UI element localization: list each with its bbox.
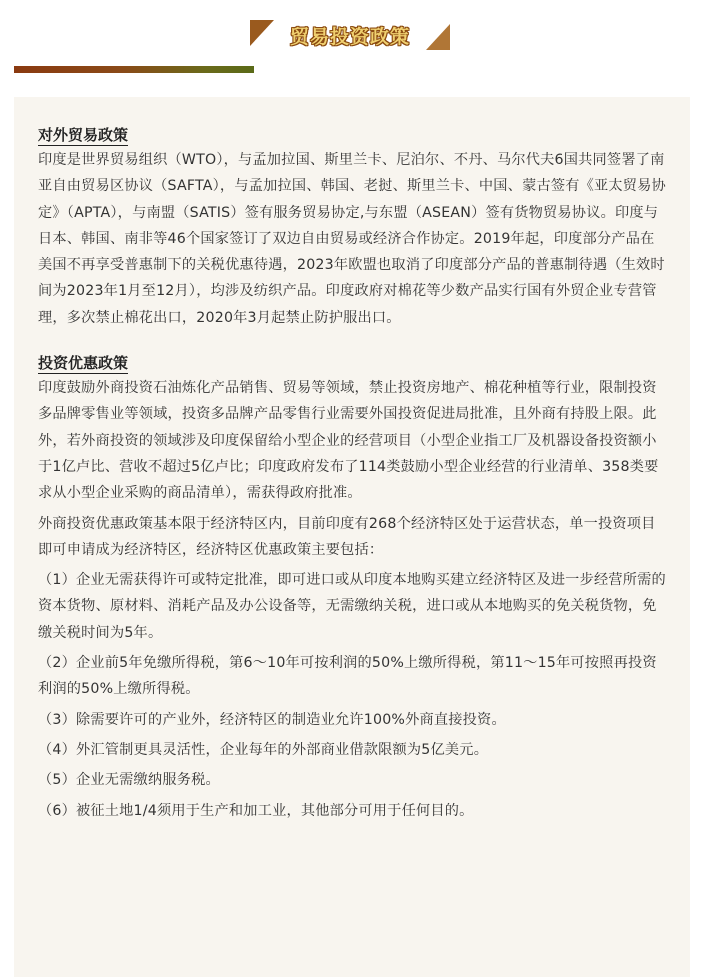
page-title: 贸易投资政策	[289, 26, 410, 48]
section-heading-text: 对外贸易政策	[38, 126, 129, 144]
section-heading	[38, 123, 666, 147]
list-item: （5）企业无需缴纳服务税。	[38, 772, 220, 789]
paragraph: 外商投资优惠政策基本限于经济特区内，目前印度有268个经济特区处于运营状态，单一投资项目即可申请成为经济特区，经济特区优惠政策主要包括：	[38, 515, 656, 558]
right-triangle-ornament	[426, 24, 450, 50]
paragraph: 印度鼓励外商投资石油炼化产品销售、贸易等领域，禁止投资房地产、棉花种植等行业，限制投资多品牌零售业等领域，投资多品牌产品零售行业需要外国投资促进局批准，且外商有持股上限。此外，若外商投资的领域涉及印度保留给小型企业的经营项目（小型企业指工厂及机器设备投资额小于1亿卢比、营收不超过5亿卢比；印度政府发布了114类鼓励小型企业经营的行业清单、358类要求从小型企业采购的商品清单），需获得政府批准。	[38, 380, 659, 502]
title-banner	[250, 18, 450, 52]
list-item: （2）企业前5年免缴所得税，第6～10年可按利润的50%上缴所得税，第11～15年可按照再投资利润的50%上缴所得税。	[38, 655, 657, 698]
trade-policy-section	[38, 123, 666, 331]
list-item: （6）被征土地1/4须用于生产和加工业，其他部分可用于任何目的。	[38, 802, 474, 819]
section-header	[0, 0, 708, 80]
paragraph: 印度是世界贸易组织（WTO），与孟加拉国、斯里兰卡、尼泊尔、不丹、马尔代夫6国共同签署了南亚自由贸易区协议（SAFTA），与孟加拉国、韩国、老挝、斯里兰卡、中国、蒙古签有《亚太贸易协定》（APTA），与南盟（SATIS）签有服务贸易协定,与东盟（ASEAN）签有货物贸易协议。印度与日本、韩国、南非等46个国家签订了双边自由贸易或经济合作协定。2019年起，印度部分产品在美国不再享受普惠制下的关税优惠待遇，2023年欧盟也取消了印度部分产品的普惠制待遇（生效时间为2023年1月至12月），均涉及纺织产品。印度政府对棉花等少数产品实行国有外贸企业专营管理，多次禁止棉花出口，2020年3月起禁止防护服出口。	[38, 152, 666, 326]
section-heading	[38, 351, 666, 375]
list-item: （4）外汇管制更具灵活性，企业每年的外部商业借款限额为5亿美元。	[38, 741, 489, 758]
list-item: （1）企业无需获得许可或特定批准，即可进口或从印度本地购买建立经济特区及进一步经营所需的资本货物、原材料、消耗产品及办公设备等，无需缴纳关税，进口或从本地购买的免关税货物，免缴关税时间为5年。	[38, 572, 666, 641]
header-divider-bar	[14, 66, 254, 73]
section-heading-text: 投资优惠政策	[38, 354, 129, 373]
content-panel	[14, 97, 690, 977]
section-gap	[38, 331, 666, 351]
list-item: （3）除需要许可的产业外，经济特区的制造业允许100%外商直接投资。	[38, 711, 506, 728]
investment-policy-section	[38, 351, 666, 824]
